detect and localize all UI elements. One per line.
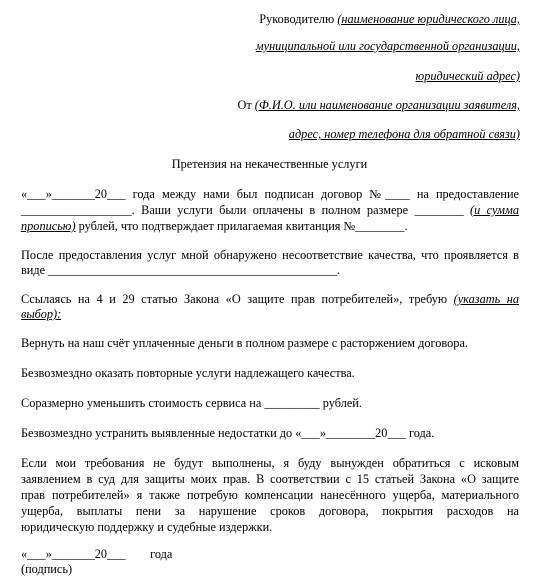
demand-intro-text: Ссылаясь на 4 и 29 статью Закона «О защите прав потребителей», требую <box>21 292 454 306</box>
demand-choice-placeholder: (указать на <box>453 292 519 306</box>
header-recipient-label: Руководителю <box>259 12 338 26</box>
demand-intro-line-2: выбор): <box>21 307 62 321</box>
header-contact-line: адрес, номер телефона для обратной связи) <box>288 127 520 141</box>
demand-option-repeat-service: Безвозмездно оказать повторные услуги надлежащего качества. <box>21 366 355 380</box>
contract-line-3-text: рублей, что подтверждает прилагаемая квитанция №________. <box>75 219 408 233</box>
header-recipient-placeholder: (наименование юридического лица, <box>337 12 520 26</box>
demand-option-price-reduction: Соразмерно уменьшить стоимость сервиса на _________ рублей. <box>21 396 362 410</box>
signature-date: «___»_______20___ года <box>21 547 173 561</box>
contract-line-2-text: __________________. Ваши услуги были оплачены в полном размере ________ <box>21 203 471 217</box>
demand-option-refund: Вернуть на наш счёт уплаченные деньги в полном размере с расторжением договора. <box>21 336 468 350</box>
contract-line-3 <box>21 219 408 233</box>
header-address-line: юридический адрес) <box>415 69 520 83</box>
header-sender-label: От <box>237 98 255 112</box>
header-recipient-line <box>259 12 520 26</box>
contract-amount-placeholder: (и сумма <box>470 203 520 217</box>
header-sender-line <box>237 98 520 112</box>
header-organization-line: муниципальной или государственной организации, <box>255 39 520 53</box>
warning-line-4: ущерба, выплаты пени за нарушение сроков договора, покрытия расходов на <box>21 504 519 518</box>
warning-line-5: юридическую поддержку и судебные издержки. <box>21 520 273 534</box>
warning-line-2: заявлением в суд для защиты моих прав. В соответствии с 15 статьей Закона «О защите <box>21 472 519 486</box>
contract-line-1: «___»_______20___ года между нами был подписан договор №____ на предоставление <box>21 187 519 201</box>
defect-line-2: виде _______________________________________________. <box>21 263 341 277</box>
warning-line-3: прав потребителей» я также потребую компенсации нанесённого ущерба, материального <box>21 488 519 502</box>
contract-amount-words-placeholder: прописью) <box>21 219 76 233</box>
demand-intro-line-1 <box>21 292 519 306</box>
warning-line-1: Если мои требования не будут выполнены, я буду вынужден обратиться с исковым <box>21 456 519 470</box>
demand-option-fix-defects: Безвозмездно устранить выявленные недостатки до «___»________20___ года. <box>21 426 435 440</box>
document-title: Претензия на некачественные услуги <box>171 157 368 171</box>
defect-line-1: После предоставления услуг мной обнаружено несоответствие качества, что проявляется в <box>21 248 519 262</box>
signature-caption: (подпись) <box>21 562 73 576</box>
header-sender-placeholder: (Ф.И.О. или наименование организации заявителя, <box>254 98 520 112</box>
contract-line-2 <box>21 203 519 217</box>
